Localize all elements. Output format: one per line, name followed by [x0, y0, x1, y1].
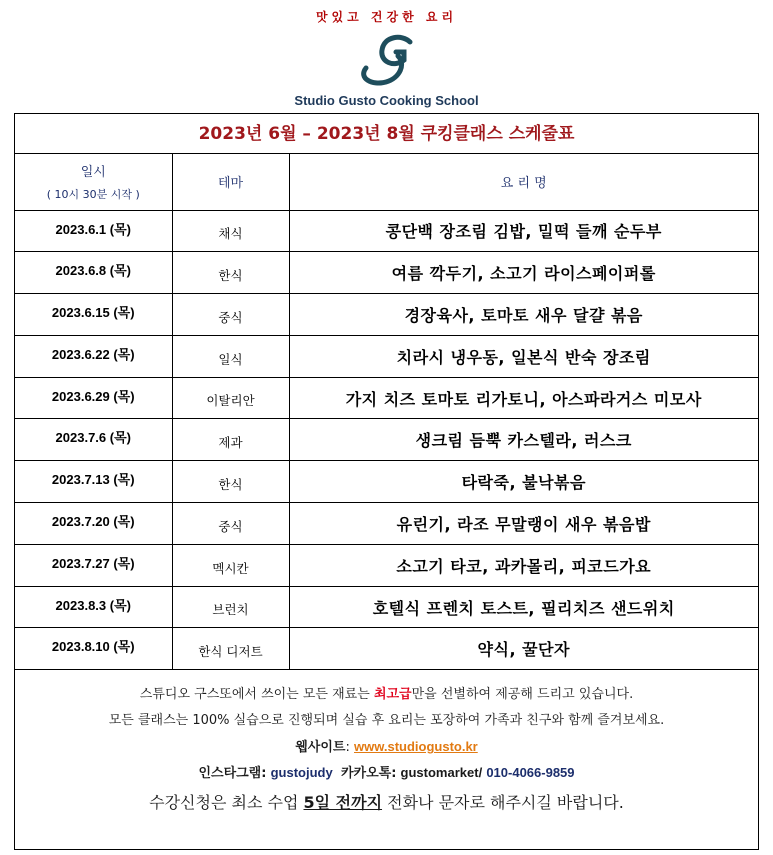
- kakao-id[interactable]: gustomarket/: [400, 765, 483, 781]
- website-link[interactable]: www.studiogusto.kr: [354, 739, 478, 755]
- cell-menu: 소고기 타코, 과카몰리, 피코드가요: [289, 544, 758, 586]
- cell-menu: 타락죽, 불낙볶음: [289, 461, 758, 503]
- footer-ingredients-note: [15, 682, 758, 708]
- cell-theme: 멕시칸: [172, 544, 289, 586]
- cell-menu: 호텔식 프렌치 토스트, 필리치즈 샌드위치: [289, 586, 758, 628]
- schedule-title: 2023년 6월 – 2023년 8월 쿠킹클래스 스케줄표: [15, 114, 758, 154]
- footer-class-note: 모든 클래스는 100% 실습으로 진행되며 실습 후 요리는 포장하여 가족과 친구와 함께 즐겨보세요.: [108, 713, 665, 729]
- table-row: [15, 294, 758, 336]
- cell-theme: 이탈리안: [172, 377, 289, 419]
- footer: [15, 670, 758, 818]
- instagram-handle[interactable]: gustojudy: [270, 765, 333, 781]
- header-date-label: 일시: [80, 165, 106, 181]
- notice-pre: 수강신청은 최소 수업: [149, 793, 304, 813]
- gusto-logo-icon: [352, 32, 420, 88]
- cell-theme: 채식: [172, 210, 289, 252]
- cell-theme: 중식: [172, 294, 289, 336]
- cell-menu: 약식, 꿀단자: [289, 628, 758, 670]
- table-row: [15, 377, 758, 419]
- cell-date: 2023.8.3 (목): [15, 586, 172, 628]
- header-theme: 테마: [172, 154, 289, 210]
- schedule-frame: [14, 113, 759, 850]
- table-row: [15, 544, 758, 586]
- cell-theme: 한식: [172, 252, 289, 294]
- header-menu: 요 리 명: [289, 154, 758, 210]
- footer-registration-notice: [15, 788, 758, 818]
- table-row: [15, 461, 758, 503]
- header-date: [15, 154, 172, 210]
- cell-menu: 경장육사, 토마토 새우 달걀 볶음: [289, 294, 758, 336]
- cell-date: 2023.7.6 (목): [15, 419, 172, 461]
- cell-menu: 생크림 듬뿍 카스텔라, 러스크: [289, 419, 758, 461]
- cell-date: 2023.6.29 (목): [15, 377, 172, 419]
- cell-date: 2023.7.13 (목): [15, 461, 172, 503]
- cell-date: 2023.6.15 (목): [15, 294, 172, 336]
- cell-theme: 제과: [172, 419, 289, 461]
- cell-menu: 가지 치즈 토마토 리가토니, 아스파라거스 미모사: [289, 377, 758, 419]
- cell-theme: 한식: [172, 461, 289, 503]
- cell-theme: 브런치: [172, 586, 289, 628]
- table-row: [15, 628, 758, 670]
- cell-menu: 유린기, 라조 무말랭이 새우 볶음밥: [289, 503, 758, 545]
- cell-theme: 한식 디저트: [172, 628, 289, 670]
- table-row: [15, 252, 758, 294]
- table-row: [15, 210, 758, 252]
- schedule-table: [15, 154, 758, 670]
- table-header-row: [15, 154, 758, 210]
- phone-number[interactable]: 010-4066-9859: [486, 765, 575, 781]
- notice-highlight: 5일 전까지: [303, 793, 383, 813]
- website-label: 웹사이트: [295, 740, 346, 756]
- footer-line1-post: 만을 선별하여 제공해 드리고 있습니다.: [411, 687, 634, 703]
- table-row: [15, 503, 758, 545]
- table-row: [15, 586, 758, 628]
- footer-line1-pre: 스튜디오 구스또에서 쓰이는 모든 재료는: [139, 687, 374, 703]
- cell-menu: 콩단백 장조림 김밥, 밀떡 들깨 순두부: [289, 210, 758, 252]
- table-row: [15, 335, 758, 377]
- cell-date: 2023.6.8 (목): [15, 252, 172, 294]
- table-row: [15, 419, 758, 461]
- cell-date: 2023.8.10 (목): [15, 628, 172, 670]
- notice-post: 전화나 문자로 해주시길 바랍니다.: [382, 793, 624, 813]
- cell-date: 2023.6.1 (목): [15, 210, 172, 252]
- kakao-label: 카카오톡:: [340, 766, 397, 782]
- cell-date: 2023.7.27 (목): [15, 544, 172, 586]
- footer-contact: [15, 760, 758, 786]
- instagram-label: 인스타그램:: [198, 766, 267, 782]
- tagline: 맛있고 건강한 요리: [315, 10, 458, 24]
- cell-theme: 일식: [172, 335, 289, 377]
- cell-menu: 치라시 냉우동, 일본식 반숙 장조림: [289, 335, 758, 377]
- cell-date: 2023.6.22 (목): [15, 335, 172, 377]
- school-name: Studio Gusto Cooking School: [294, 93, 479, 108]
- cell-menu: 여름 깍두기, 소고기 라이스페이퍼롤: [289, 252, 758, 294]
- footer-website: [15, 734, 758, 760]
- website-sep: :: [345, 740, 354, 756]
- cell-theme: 중식: [172, 503, 289, 545]
- cell-date: 2023.7.20 (목): [15, 503, 172, 545]
- footer-line1-highlight: 최고급: [373, 687, 412, 703]
- header-date-sub: ( 10시 30분 시작 ): [46, 188, 140, 202]
